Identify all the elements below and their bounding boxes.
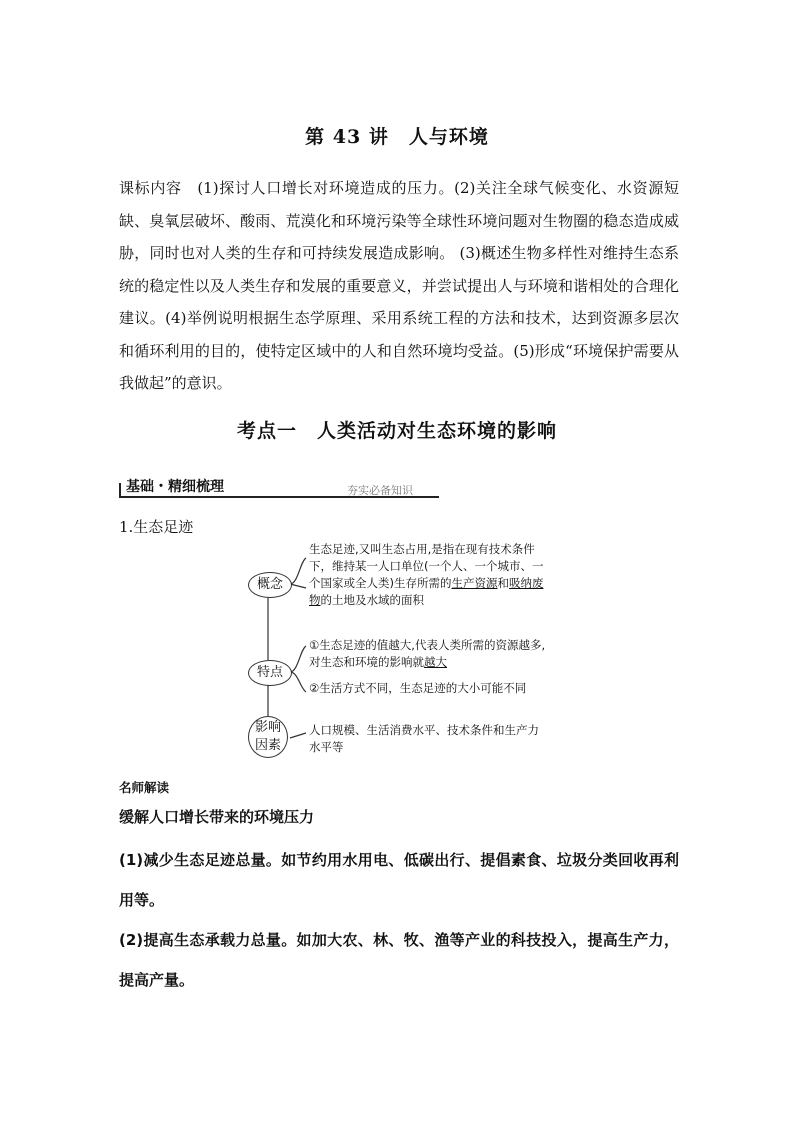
concept-underline-2: 吸纳废物 — [309, 576, 544, 607]
node-features — [248, 660, 292, 686]
curriculum-paragraph — [119, 172, 679, 400]
node-factors — [248, 716, 288, 758]
expert-note-heading: 名师解读 — [119, 780, 170, 795]
feature-2-text: ②生活方式不同，生态足迹的大小可能不同 — [309, 681, 527, 695]
node-concept — [248, 572, 292, 598]
concept-text-post: 的土地及水域的面积 — [320, 593, 424, 607]
point-2: (2)提高生态承载力总量。如加大农、林、牧、渔等产业的科技投入，提高生产力，提高产量。 — [119, 931, 679, 989]
concept-text-mid: 和 — [497, 576, 509, 590]
concept-text-pre: 生态足迹,又叫生态占用,是指在现有技术条件下，维持某一人口单位(一个人、一个城市、一个国家或全人类)生存所需的 — [309, 542, 544, 590]
lead-sentence: 缓解人口增长带来的环境压力 — [119, 808, 315, 826]
factors-text: 人口规模、生活消费水平、技术条件和生产力水平等 — [309, 723, 539, 754]
lesson-title: 第 43 讲 人与环境 — [305, 126, 489, 148]
banner-label: 基础・精细梳理 — [126, 479, 224, 495]
node-factors-label-2: 因素 — [254, 738, 281, 753]
section-banner — [119, 475, 679, 499]
curriculum-text: (1)探讨人口增长对环境造成的压力。(2)关注全球气候变化、水资源短缺、臭氧层破坏、酸雨、荒漠化和环境污染等全球性环境问题对生物圈的稳态造成威胁，同时也对人类的生存和可持续发展造成影响。 (3)概述生物多样性对维持生态系统的稳定性以及人类生存和发展的重要意义，并尝试提出人与环境和谐相处的合理化建议。(4)举例说明根据生态学原理、采用系统工程的方法和技术，达到资源多层次和循环利用的目的，使特定区域中的人和自然环境均受益。(5)形成“环境保护需要从我做起”的意识。 — [119, 179, 679, 392]
point-1: (1)减少生态足迹总量。如节约用水用电、低碳出行、提倡素食、垃圾分类回收再利用等。 — [119, 851, 679, 909]
node-factors-label-1: 影响 — [254, 720, 281, 735]
curriculum-label: 课标内容 — [119, 179, 182, 197]
item-heading: 1.生态足迹 — [119, 518, 194, 536]
feature-1-underline: 越大 — [424, 655, 447, 669]
feature-1-pre: ①生态足迹的值越大,代表人类所需的资源越多,对生态和环境的影响就 — [309, 638, 546, 669]
node-features-label: 特点 — [256, 665, 283, 680]
banner-subtitle: 夯实必备知识 — [347, 484, 413, 497]
node-concept-label: 概念 — [256, 577, 283, 592]
section-title: 考点一 人类活动对生态环境的影响 — [236, 420, 557, 442]
feature-1-text — [309, 637, 549, 671]
concept-text — [309, 541, 549, 609]
concept-underline-1: 生产资源 — [451, 576, 498, 590]
